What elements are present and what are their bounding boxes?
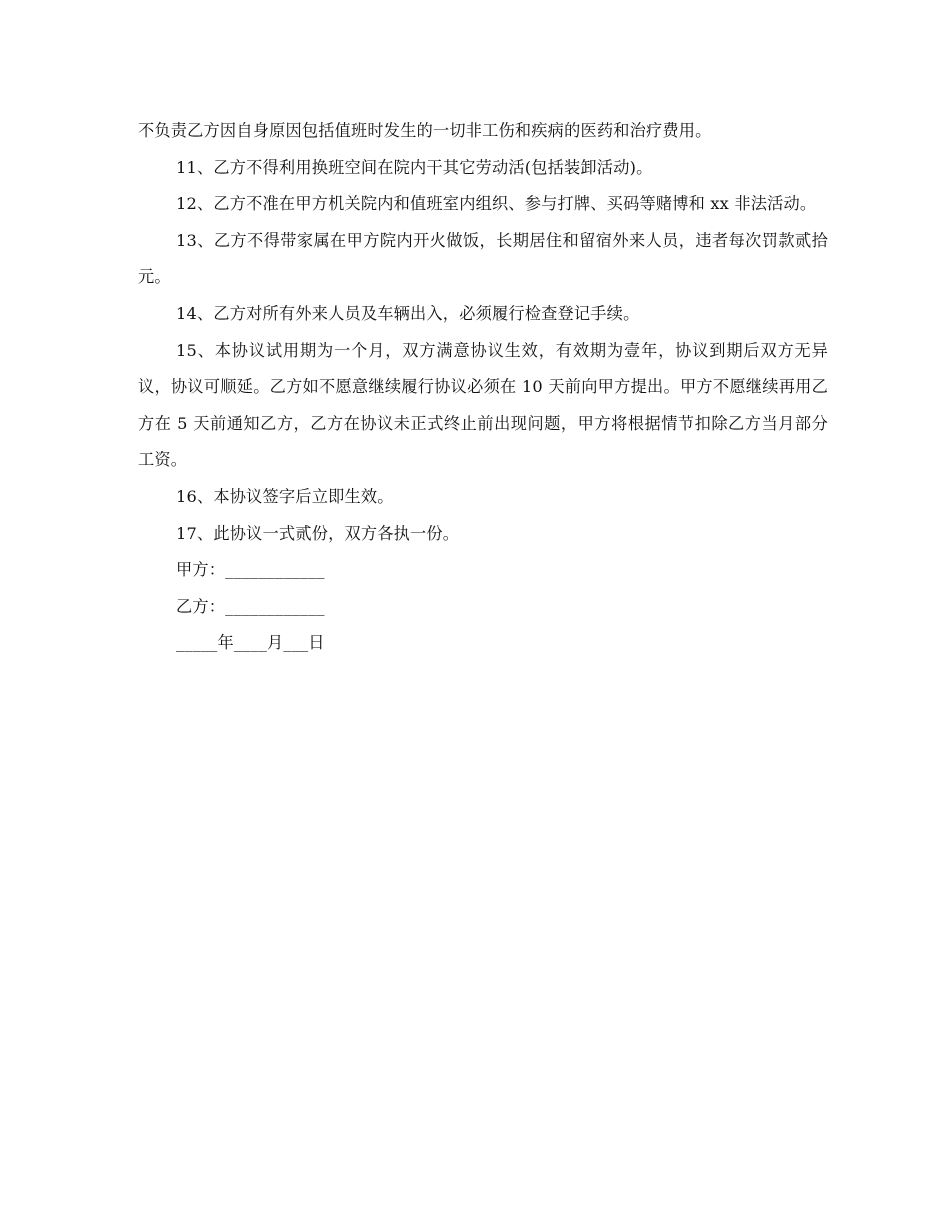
- signature-party-b: 乙方：____________: [176, 596, 325, 616]
- clause-11: 11、乙方不得利用换班空间在院内干其它劳动活(包括装卸活动)。: [176, 157, 653, 177]
- clause-16: 16、本协议签字后立即生效。: [176, 486, 394, 506]
- signature-party-a: 甲方：____________: [176, 560, 325, 580]
- clause-13: 13、乙方不得带家属在甲方院内开火做饭，长期居住和留宿外来人员，违者每次罚款贰拾元。: [138, 230, 828, 287]
- paragraph-medical-costs: 不负责乙方因自身原因包括值班时发生的一切非工伤和疾病的医药和治疗费用。: [138, 121, 712, 140]
- document-body: [138, 113, 828, 662]
- clause-12: 12、乙方不准在甲方机关院内和值班室内组织、参与打牌、买码等赌博和 xx 非法活动。: [176, 194, 817, 214]
- clause-17: 17、此协议一式贰份，双方各执一份。: [176, 523, 460, 543]
- signature-date: _____年____月___日: [176, 633, 325, 653]
- clause-14: 14、乙方对所有外来人员及车辆出入，必须履行检查登记手续。: [176, 303, 640, 323]
- clause-15: 15、本协议试用期为一个月，双方满意协议生效，有效期为壹年，协议到期后双方无异议，协议可顺延。乙方如不愿意继续履行协议必须在 10 天前向甲方提出。甲方不愿继续再用乙方在 5 天前通知乙方，乙方在协议未正式终止前出现问题，甲方将根据情节扣除乙方当月部分工资。: [138, 340, 828, 470]
